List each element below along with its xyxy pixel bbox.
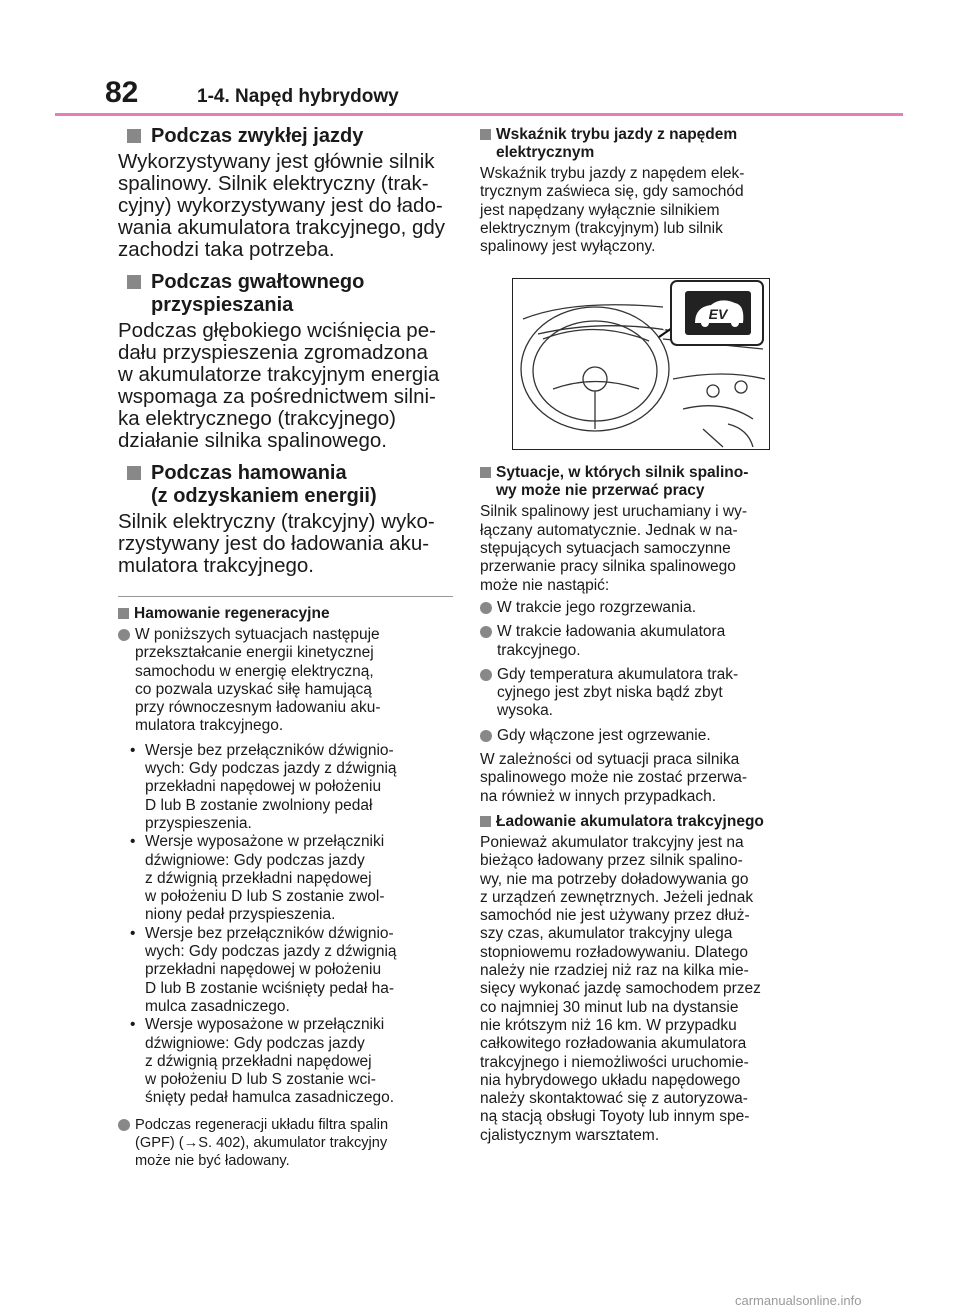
regen-conditions-list: [118, 742, 454, 1108]
heading-regenerative-braking: Hamowanie regeneracyjne: [118, 605, 454, 623]
square-marker-icon: [480, 467, 491, 478]
list-item: • Wersje bez przełączników dźwignio- wych: Gdy podczas jazdy z dźwignią przekładni napędowej w położeniu D lub B zostanie wciśnięty pedał ha- mulca zasadniczego.: [130, 924, 397, 1015]
circle-bullet-icon: [480, 669, 492, 681]
list-item: W trakcie ładowania akumulatora trakcyjnego.: [480, 623, 805, 660]
ev-label: EV: [708, 306, 728, 323]
square-marker-icon: [480, 816, 491, 827]
circle-bullet-icon: [118, 629, 130, 641]
square-marker-icon: [127, 466, 141, 480]
list-item: • Wersje bez przełączników dźwignio- wych: Gdy podczas jazdy z dźwignią przekładni napędowej w położeniu D lub B zostanie zwolniony pedał przyspieszenia.: [130, 741, 397, 832]
paragraph-normal-driving: Wykorzystywany jest głównie silnik spalinowy. Silnik elektryczny (trak- cyjny) wykorzystywany jest do łado- wania akumulatora trakcyjnego, gdy zachodzi taka potrzeba.: [118, 150, 446, 261]
heading-ev-indicator: Wskaźnik trybu jazdy z napędem elektrycznym: [480, 126, 805, 162]
paragraph-braking: Silnik elektryczny (trakcyjny) wyko- rzystywany jest do ładowania aku- mulatora trakcyjnego.: [118, 510, 435, 577]
right-column: [480, 126, 805, 1149]
gpf-regeneration-item: Podczas regeneracji układu filtra spalin (GPF) (→S. 402), akumulator trakcyjny może nie być ładowany.: [118, 1116, 454, 1171]
list-item: Gdy włączone jest ogrzewanie.: [480, 727, 805, 745]
header-divider: [55, 113, 903, 116]
paragraph-engine-may-not-stop: Silnik spalinowy jest uruchamiany i wy- łączany automatycznie. Jednak w na- stępujących sytuacjach samoczynne przerwanie pracy silnika spalinowego może nie nastąpić:: [480, 503, 748, 594]
left-column: [118, 125, 454, 1177]
circle-bullet-icon: [480, 626, 492, 638]
square-marker-icon: [127, 129, 141, 143]
watermark: carmanualsonline.info: [735, 1293, 862, 1308]
list-item: • Wersje wyposażone w przełączniki dźwigniowe: Gdy podczas jazdy z dźwignią przekładni napędowej w położeniu D lub S zostanie wci- śnięty pedał hamulca zasadniczego.: [130, 1016, 395, 1107]
page-number: 82: [105, 76, 139, 109]
dashboard-illustration: [512, 278, 770, 450]
square-marker-icon: [480, 129, 491, 140]
heading-hard-acceleration: Podczas gwałtownego przyspieszania: [118, 271, 454, 317]
circle-bullet-icon: [480, 730, 492, 742]
list-item: Gdy temperatura akumulatora trak- cyjnego jest zbyt niska bądź zbyt wysoka.: [480, 666, 805, 721]
circle-bullet-icon: [118, 1119, 130, 1131]
paragraph-battery-charging: Ponieważ akumulator trakcyjny jest na bieżąco ładowany przez silnik spalino- wy, nie ma potrzeby doładowywania go z urządzeń zewnętrznych. Jeżeli jednak samochód nie jest używany przez dłuż- szy czas, akumulator trakcyjny ulega stopniowemu rozładowywaniu. Dlatego należy nie rzadziej niż raz na kilka mie- sięcy wykonać jazdę samochodem przez co najmniej 30 minut lub na dystansie nie krótszym niż 16 km. W przypadku całkowitego rozładowania akumulatora trakcyjnego i niemożliwości uruchomie- nia hybrydowego układu napędowego należy skontaktować się z autoryzowa- ną stacją obsługi Toyoty lub innym spe- cjalistycznym warsztatem.: [480, 833, 761, 1144]
page-header: [0, 0, 960, 118]
paragraph-hard-acceleration: Podczas głębokiego wciśnięcia pe- dału przyspieszenia zgromadzona w akumulatorze trakcyjnym energia wspomaga za pośrednictwem silni- ka elektrycznego (trakcyjnego) działanie silnika spalinowego.: [118, 319, 440, 452]
square-marker-icon: [127, 275, 141, 289]
regen-intro-item: W poniższych sytuacjach następuje przekształcanie energii kinetycznej samochodu w energię elektryczną, co pozwala uzyskać siłę hamującą przy równoczesnym ładowaniu aku- mulatora trakcyjnego.: [118, 626, 454, 736]
heading-battery-charging: Ładowanie akumulatora trakcyjnego: [480, 813, 805, 831]
list-item: • Wersje wyposażone w przełączniki dźwigniowe: Gdy podczas jazdy z dźwignią przekładni napędowej w położeniu D lub S zostanie zwol- niony pedał przyspieszenia.: [130, 833, 385, 924]
heading-engine-may-not-stop: Sytuacje, w których silnik spalino- wy może nie przerwać pracy: [480, 464, 805, 500]
section-divider: [118, 596, 453, 597]
paragraph-ev-indicator: Wskaźnik trybu jazdy z napędem elek- trycznym zaświeca się, gdy samochód jest napędzany wyłącznie silnikiem elektrycznym (trakcyjnym) lub silnik spalinowy jest wyłączony.: [480, 165, 745, 256]
list-item: W trakcie jego rozgrzewania.: [480, 599, 805, 617]
paragraph-other-cases: W zależności od sytuacji praca silnika spalinowego może nie zostać przerwa- na również w innych przypadkach.: [480, 751, 748, 805]
section-title: 1-4. Napęd hybrydowy: [197, 86, 399, 107]
square-marker-icon: [118, 608, 129, 619]
heading-normal-driving: Podczas zwykłej jazdy: [118, 125, 454, 148]
circle-bullet-icon: [480, 602, 492, 614]
heading-braking: Podczas hamowania (z odzyskaniem energii): [118, 462, 454, 508]
dashboard-drawing: [513, 279, 769, 449]
